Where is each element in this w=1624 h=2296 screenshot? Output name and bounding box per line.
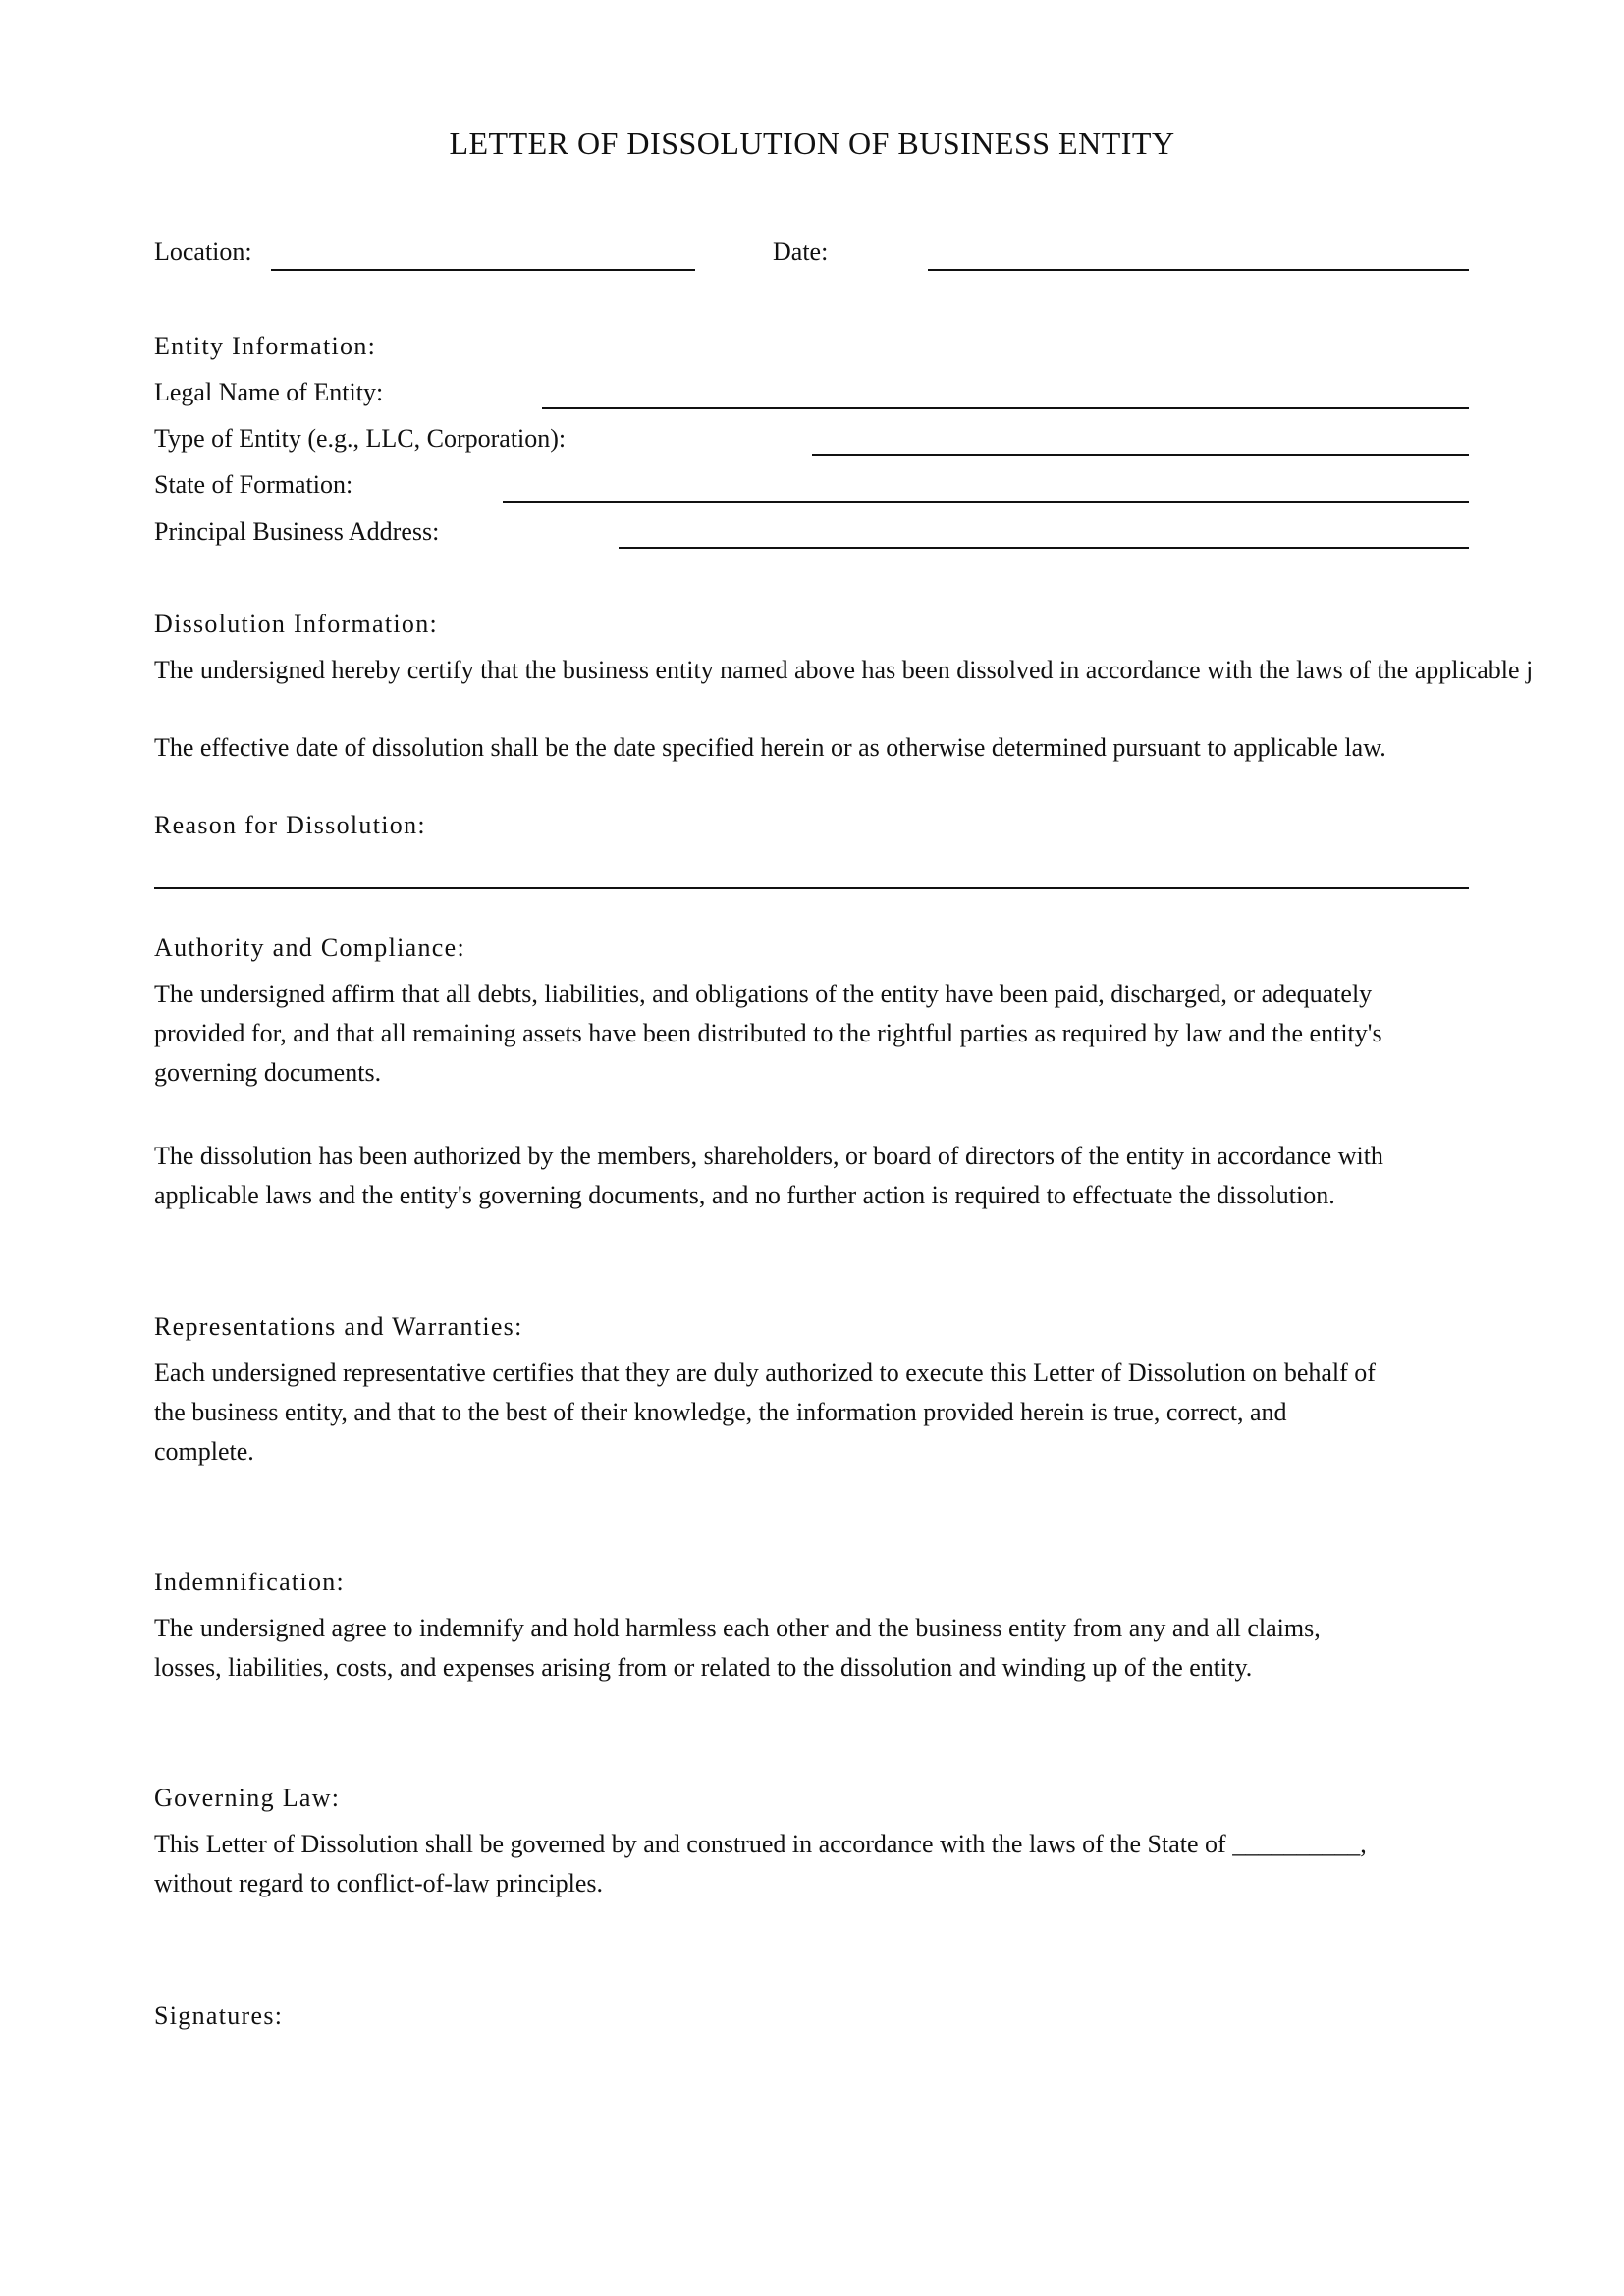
authority-p2-line: applicable laws and the entity's governing documents, and no further action is required to effectuate the dissolution.: [154, 1181, 1335, 1209]
business-address-label: Principal Business Address:: [154, 517, 440, 546]
document-title: LETTER OF DISSOLUTION OF BUSINESS ENTITY: [449, 126, 1175, 161]
date-field[interactable]: [928, 269, 1469, 271]
entity-type-field[interactable]: [812, 454, 1469, 456]
entity-information-heading: Entity Information:: [154, 332, 377, 360]
authority-p1-line: governing documents.: [154, 1058, 382, 1087]
representations-paragraph: [154, 1354, 1480, 1471]
representations-line: Each undersigned representative certifies that they are duly authorized to execute this Letter of Dissolution on behalf of: [154, 1359, 1376, 1387]
state-of-formation-label: State of Formation:: [154, 470, 353, 499]
effective-date-statement: The effective date of dissolution shall be the date specified herein or as otherwise determined pursuant to applicable law.: [154, 733, 1386, 762]
representations-line: complete.: [154, 1437, 254, 1466]
governing-law-paragraph: [154, 1825, 1480, 1903]
legal-name-field[interactable]: [542, 407, 1469, 409]
governing-law-line: This Letter of Dissolution shall be governed by and construed in accordance with the laws of the State of __________,: [154, 1830, 1367, 1858]
location-label: Location:: [154, 238, 252, 266]
reason-field[interactable]: [154, 887, 1469, 889]
governing-law-heading: Governing Law:: [154, 1784, 341, 1812]
authority-p2-line: The dissolution has been authorized by the members, shareholders, or board of directors of the entity in accordance with: [154, 1142, 1383, 1170]
legal-name-label: Legal Name of Entity:: [154, 378, 384, 406]
governing-law-line: without regard to conflict-of-law principles.: [154, 1869, 604, 1897]
date-label: Date:: [773, 238, 829, 266]
reason-heading: Reason for Dissolution:: [154, 811, 426, 839]
indemnification-line: losses, liabilities, costs, and expenses arising from or related to the dissolution and winding up of the entity.: [154, 1653, 1253, 1682]
signatures-heading: Signatures:: [154, 2002, 284, 2030]
certify-statement: The undersigned hereby certify that the business entity named above has been dissolved in accordance with the laws of the applicable j: [154, 656, 1534, 684]
business-address-field[interactable]: [619, 547, 1469, 549]
authority-paragraph-2: [154, 1137, 1480, 1215]
authority-p1-line: provided for, and that all remaining assets have been distributed to the rightful parties as required by law and the entity's: [154, 1019, 1382, 1047]
dissolution-information-heading: Dissolution Information:: [154, 610, 439, 638]
representations-line: the business entity, and that to the best of their knowledge, the information provided herein is true, correct, and: [154, 1398, 1287, 1426]
authority-heading: Authority and Compliance:: [154, 934, 466, 962]
location-field[interactable]: [271, 269, 695, 271]
entity-type-label: Type of Entity (e.g., LLC, Corporation):: [154, 424, 567, 453]
indemnification-paragraph: [154, 1609, 1480, 1687]
indemnification-heading: Indemnification:: [154, 1568, 346, 1596]
state-of-formation-field[interactable]: [503, 501, 1469, 503]
representations-heading: Representations and Warranties:: [154, 1312, 523, 1341]
authority-paragraph-1: [154, 975, 1480, 1093]
indemnification-line: The undersigned agree to indemnify and hold harmless each other and the business entity from any and all claims,: [154, 1614, 1321, 1642]
authority-p1-line: The undersigned affirm that all debts, liabilities, and obligations of the entity have been paid, discharged, or adequately: [154, 980, 1373, 1008]
